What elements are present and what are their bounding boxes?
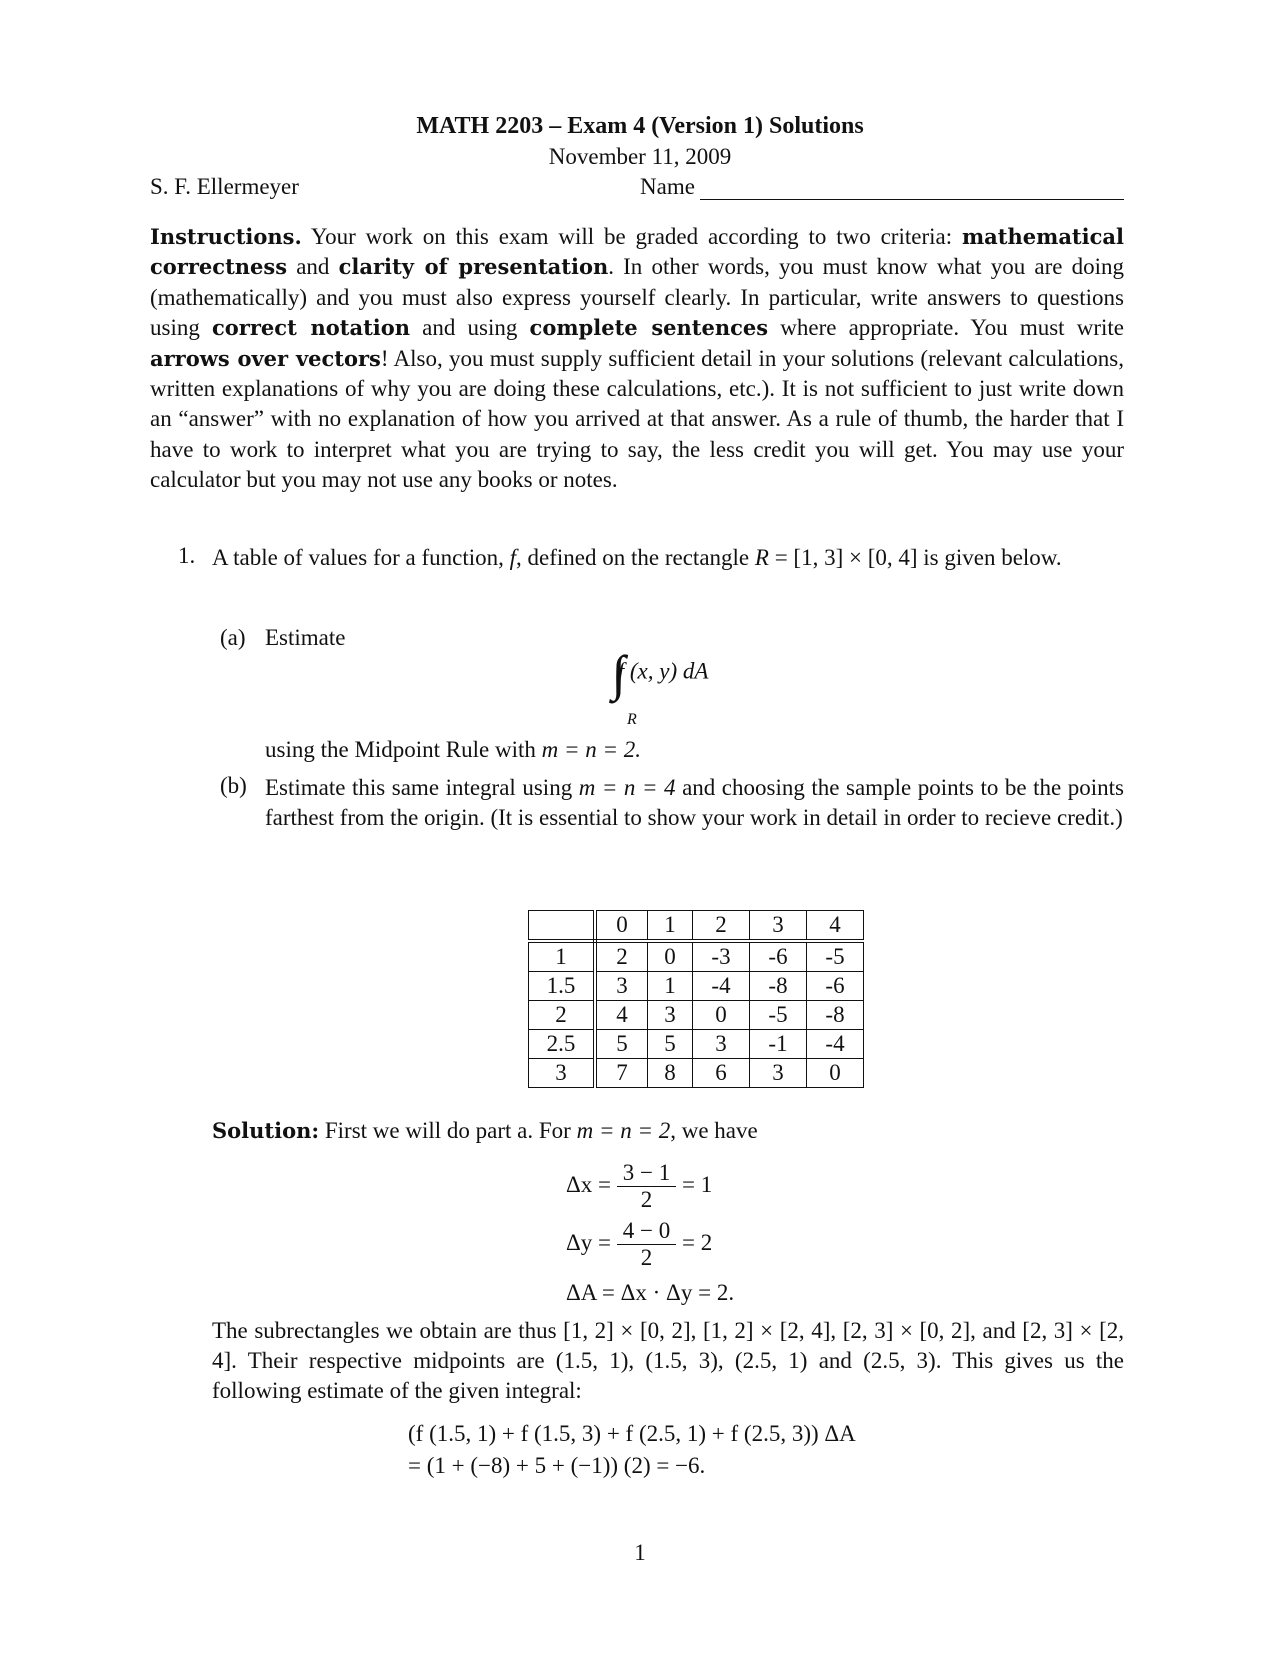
dx-fraction [617,1160,676,1213]
table-cell: -3 [693,941,750,972]
table-cell: 1 [648,972,693,1001]
solution-text: First we will do part a. For [319,1118,577,1143]
table-cell: 0 [807,1059,864,1088]
dy-numerator: 4 − 0 [617,1218,676,1245]
instructions-bold: mathematical correctness [150,224,1124,280]
table-row [529,1059,864,1088]
table-row-header: 1.5 [529,972,596,1001]
table-cell: 3 [648,1001,693,1030]
solution-intro [212,1118,758,1144]
table-cell: -8 [807,1001,864,1030]
page-title: MATH 2203 – Exam 4 (Version 1) Solutions [416,113,864,139]
dx-numerator: 3 − 1 [617,1160,676,1187]
table-cell: 2 [595,941,648,972]
table-cell: 0 [648,941,693,972]
part-b-text-2: and choosing the sample points to be the points farthest from the origin. (It is essential to show your work in detail in order to recieve credit.) [265,775,1124,830]
dx-equation [566,1160,712,1213]
part-b-text [265,773,1124,833]
solution-text: , we have [670,1118,758,1143]
table-cell: -5 [750,1001,807,1030]
page-number: 1 [634,1540,646,1565]
table-col-header: 3 [750,911,807,942]
instructions-text: Your work on this exam will be graded according to two criteria: [301,224,962,249]
dx-denominator: 2 [640,1187,653,1212]
table-cell: 5 [595,1030,648,1059]
instructions-text: and using [410,315,530,341]
instructions-text: ! Also, you must supply sufficient detail in your solutions (relevant calculations, written explanations of why you are doing these calculations, etc.). It is not sufficient to just write down an “answer” with no explanation of how you arrived at that answer. As a rule of thumb, the harder that I have to work to interpret what you are trying to say, the less credit you will get. You may use your calculator but you may not use any books or notes. [150,345,1124,493]
table-corner-cell [529,911,596,942]
table-row [529,1001,864,1030]
table-row-header: 2.5 [529,1030,596,1059]
table-row-header: 2 [529,1001,596,1030]
dy-equation [566,1218,712,1271]
part-a-text: Estimate [265,625,346,650]
subrectangles-paragraph: The subrectangles we obtain are thus [1, 2] × [0, 2], [1, 2] × [2, 4], [2, 3] × [0, 2], and [2, 3] × [2, 4]. Their respective midpoints are (1.5, 1), (1.5, 3), (2.5, 1) and (2.5, 3). This gives us the following estimate of the given integral: [212,1318,1124,1403]
table-row [529,941,864,972]
solution-label: Solution: [212,1118,320,1143]
problem-text: = [1, 3] × [0, 4] is given below. [768,545,1062,570]
dx-rhs: = 1 [682,1171,713,1197]
solution-math: m = n = 2 [576,1118,671,1143]
table-cell: -4 [693,972,750,1001]
part-b-math: m = n = 4 [578,775,676,800]
name-underline [700,199,1124,200]
part-b-label: (b) [220,773,247,798]
table-cell: -8 [750,972,807,1001]
table-row-header: 3 [529,1059,596,1088]
table-cell: -1 [750,1030,807,1059]
estimate-line-1: (f (1.5, 1) + f (1.5, 3) + f (2.5, 1) + f (2.5, 3)) ΔA [408,1421,856,1446]
dA-equation: ΔA = Δx · Δy = 2. [566,1280,735,1305]
dy-fraction [617,1218,676,1271]
table-cell: 7 [595,1059,648,1088]
math-R: R [754,545,769,570]
part-a-math: m = n = 2. [541,737,642,762]
table-cell: 8 [648,1059,693,1088]
table-cell: 3 [595,972,648,1001]
math-f: f [509,545,517,570]
part-a-tail [265,737,641,763]
table-col-header: 1 [648,911,693,942]
values-table-wrap [528,910,864,1088]
part-a-label: (a) [220,625,246,650]
table-cell: -5 [807,941,864,972]
table-cell: 3 [750,1059,807,1088]
dy-denominator: 2 [640,1245,653,1270]
integral-region: R [627,711,637,728]
table-cell: -6 [807,972,864,1001]
instructions-bold: clarity of presentation [338,254,609,280]
instructions-bold: arrows over vectors [150,345,381,371]
values-table [528,910,864,1088]
table-cell: 3 [693,1030,750,1059]
problem-1-statement [212,543,1124,573]
double-integral [612,644,708,702]
problem-number: 1. [178,543,196,568]
dy-rhs: = 2 [682,1229,713,1255]
table-cell: 6 [693,1059,750,1088]
table-row [529,1030,864,1059]
table-row-header: 1 [529,941,596,972]
part-a-tail-text: using the Midpoint Rule with [265,737,542,762]
table-header-row [529,911,864,942]
table-col-header: 0 [595,911,648,942]
instructions-bold: complete sentences [529,315,769,341]
table-cell: 4 [595,1001,648,1030]
table-cell: -6 [750,941,807,972]
part-b-text-1: Estimate this same integral using [265,775,579,800]
instructions-text: . In other words, you must know what you are doing (mathematically) and you must also express yourself clearly. In particular, write answers to questions using [150,254,1124,341]
table-cell: -4 [807,1030,864,1059]
table-cell: 5 [648,1030,693,1059]
instructions-text: where appropriate. You must write [768,315,1124,341]
table-cell: 0 [693,1001,750,1030]
table-col-header: 4 [807,911,864,942]
problem-text: A table of values for a function, [212,545,510,570]
instructions-lead: Instructions. [150,224,302,249]
table-row [529,972,864,1001]
dy-lhs: Δy = [566,1229,612,1255]
instructions-paragraph [150,222,1124,496]
instructions-text: and [287,254,339,280]
author-name: S. F. Ellermeyer [150,174,299,199]
estimate-line-2: = (1 + (−8) + 5 + (−1)) (2) = −6. [408,1453,706,1478]
dx-lhs: Δx = [566,1171,612,1197]
integrand: f (x, y) dA [617,658,709,684]
exam-date: November 11, 2009 [548,144,732,169]
problem-text: , defined on the rectangle [516,545,755,570]
table-col-header: 2 [693,911,750,942]
name-label: Name [640,174,695,199]
instructions-bold: correct notation [212,315,411,341]
